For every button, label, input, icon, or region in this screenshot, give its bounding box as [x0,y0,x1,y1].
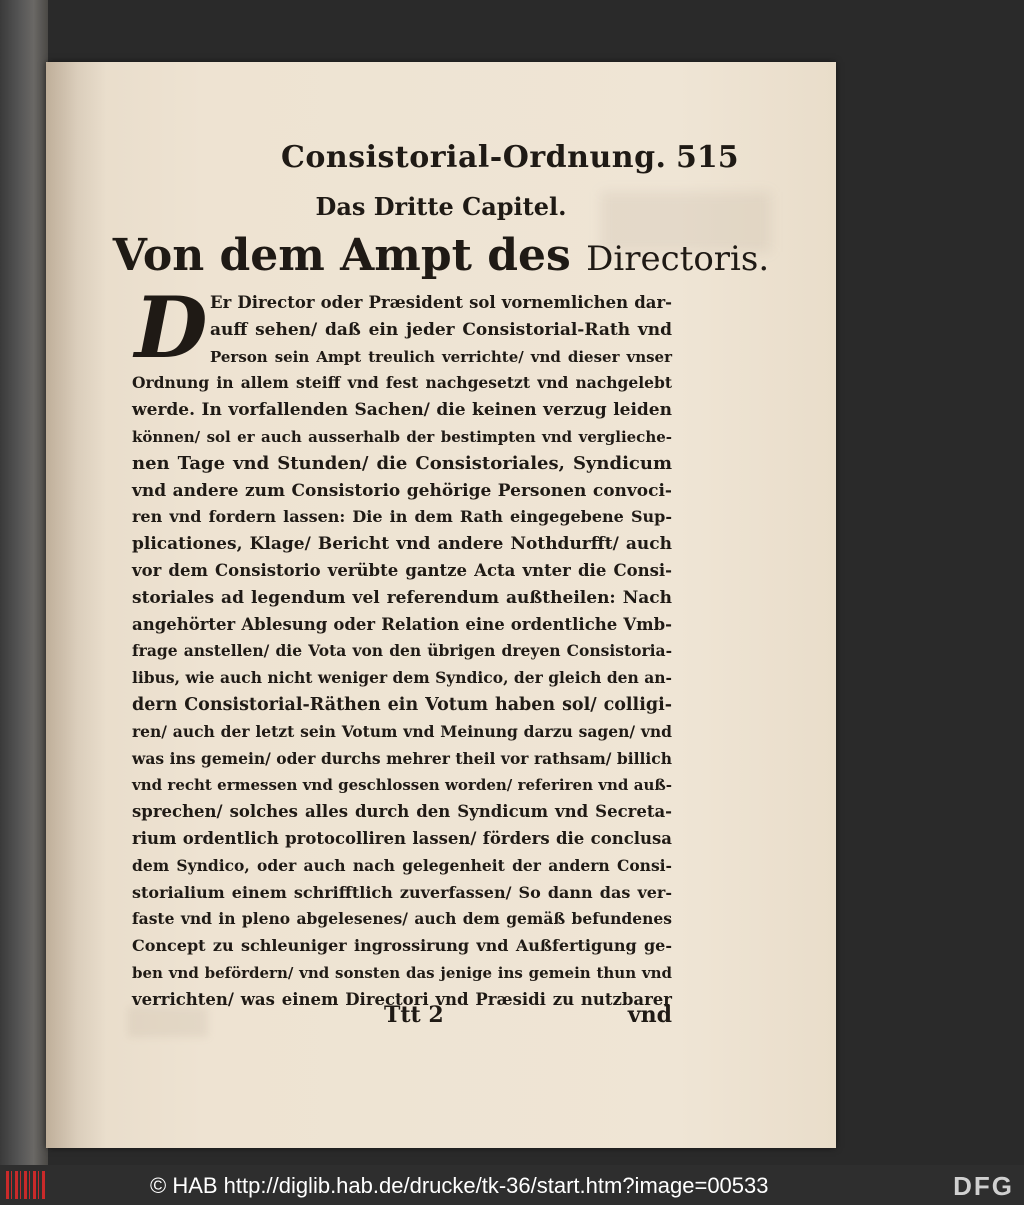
text-line: auff sehen/ daß ein jeder Consistorial-Rath vnd [210,319,672,340]
book-page [46,62,836,1148]
text-line: können/ sol er auch ausserhalb der bestimpten vnd verglieche- [132,427,672,446]
dfg-logo: DFG [953,1171,1014,1201]
text-line: vnd andere zum Consistorio gehörige Personen convoci- [132,480,672,501]
text-line: frage anstellen/ die Vota von den übrigen dreyen Consistoria- [132,641,672,661]
catchword-row [132,1002,672,1032]
text-line: Concept zu schleuniger ingrossirung vnd Außfertigung ge- [132,936,672,956]
running-head [281,140,781,180]
barcode-icon [6,1171,46,1199]
text-line: vnd recht ermessen vnd geschlossen worden/ referiren vnd auß- [132,776,672,795]
footer-bar [0,1165,1024,1205]
text-line: ben vnd befördern/ vnd sonsten das jenige ins gemein thun vnd [132,963,672,982]
text-line: sprechen/ solches alles durch den Syndicum vnd Secreta- [132,802,672,822]
text-line: rium ordentlich protocolliren lassen/ förders die conclusa [132,828,672,848]
text-line: storiales ad legendum vel referendum außtheilen: Nach [132,587,672,608]
text-line: verrichten/ was einem Directori vnd Præsidi zu nutzbarer [132,989,672,1009]
text-line: nen Tage vnd Stunden/ die Consistoriales, Syndicum [132,452,672,474]
section-title [46,230,836,281]
text-line: faste vnd in pleno abgelesenes/ auch dem gemäß befundenes [132,909,672,929]
chapter-heading: Das Dritte Capitel. [315,192,567,221]
section-title-main: Von dem Ampt des [112,230,587,281]
text-line: libus, wie auch nicht weniger dem Syndico, der gleich den an- [132,668,672,688]
signature-mark: Ttt 2 [384,1002,444,1028]
text-line: ren vnd fordern lassen: Die in dem Rath eingegebene Sup- [132,507,672,527]
text-line: dem Syndico, oder auch nach gelegenheit der andern Consi- [132,855,672,875]
section-title-latin: Directoris. [586,239,770,279]
page-number: 515 [676,140,739,175]
text-line: dern Consistorial-Räthen ein Votum haben sol/ colligi- [132,694,672,715]
catchword: vnd [627,1002,672,1028]
text-line: angehörter Ablesung oder Relation eine ordentliche Vmb- [132,614,672,634]
text-line: vor dem Consistorio verübte gantze Acta vnter die Consi- [132,560,672,580]
text-line: Er Director oder Præsident sol vornemlichen dar- [210,293,672,312]
body-text [132,278,672,1014]
drop-cap-initial: D [134,278,208,377]
running-head-title: Consistorial-Ordnung. [281,140,667,175]
text-line: werde. In vorfallenden Sachen/ die keinen verzug leiden [132,400,672,421]
book-edge [0,0,48,1165]
text-line: was ins gemein/ oder durchs mehrer theil vor rathsam/ billich [132,748,672,768]
text-line: Person sein Ampt treulich verrichte/ vnd dieser vnser [210,347,672,366]
text-line: ren/ auch der letzt sein Votum vnd Meinung darzu sagen/ vnd [132,721,672,741]
text-line: Ordnung in allem steiff vnd fest nachgesetzt vnd nachgelebt [132,373,672,393]
text-line: storialium einem schrifftlich zuverfassen/ So dann das ver- [132,882,672,902]
footer-credit[interactable]: © HAB http://diglib.hab.de/drucke/tk-36/start.htm?image=00533 [150,1173,769,1198]
text-line: plicationes, Klage/ Bericht vnd andere Nothdurfft/ auch [132,534,672,555]
